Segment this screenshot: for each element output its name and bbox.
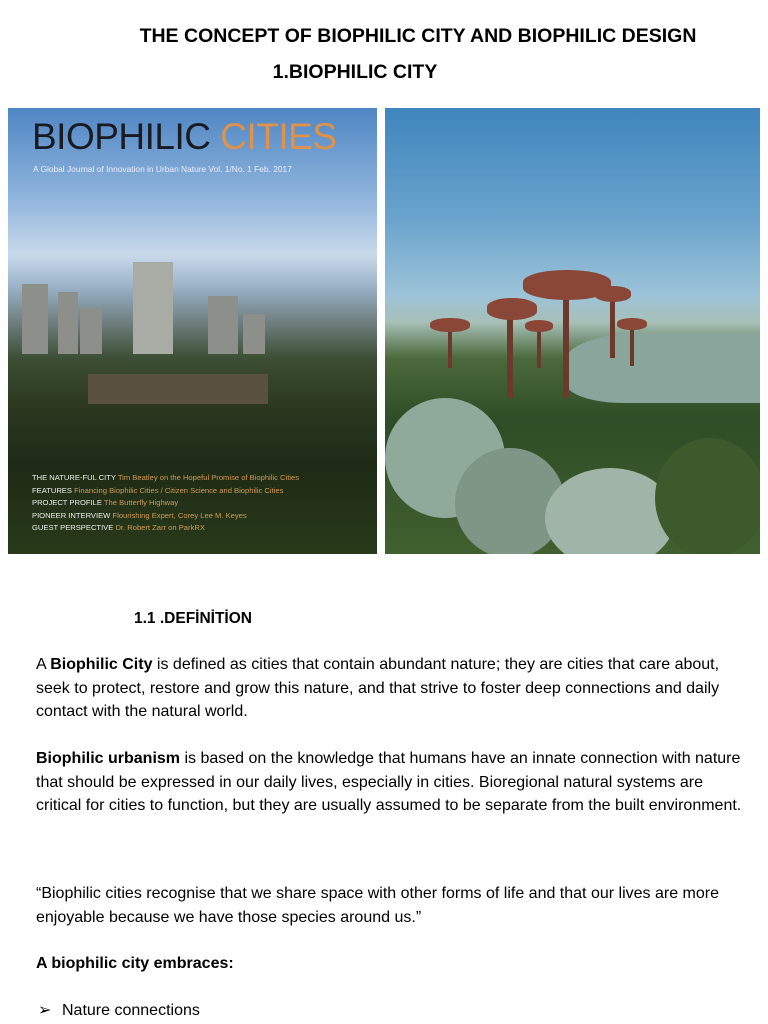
section-heading: 1.BIOPHILIC CITY [272,61,438,83]
bullet-item: ➢ Nature connections [38,1002,200,1019]
paragraph-definition: A Biophilic City is defined as cities that contain abundant nature; they are cities that care about, seek to protect, restore and grow this nature, and that strive to foster deep connections and daily contact with the natural world. [36,656,720,720]
document-title: THE CONCEPT OF BIOPHILIC CITY AND BIOPHILIC DESIGN [139,25,697,47]
embraces-heading: A biophilic city embraces: [36,955,234,972]
quote-paragraph: “Biophilic cities recognise that we share space with other forms of life and that our lives are more enjoyable because we have those species around us.” [36,885,719,926]
arrow-bullet-icon: ➢ [38,1002,52,1019]
cover-brand: BIOPHILIC CITIES [32,116,337,157]
subsection-heading: 1.1 .DEFİNİTİON [134,610,252,627]
magazine-cover-image [8,108,377,554]
cover-contents: THE NATURE-FUL CITY Tim Beatley on the Hopeful Promise of Biophilic Cities FEATURES Financing Biophilic Cities / Citizen Science and Biophilic Cities PROJECT PROFILE The Butterfly Highway PIONEER INTERVIEW Flourishing Expert, Corey Lee M. Keyes GUEST PERSPECTIVE Dr. Robert Zarr on ParkRX [32,473,300,532]
cover-tagline: A Global Journal of Innovation in Urban Nature Vol. 1/No. 1 Feb. 2017 [33,164,292,174]
supertree-grove-photo [385,108,760,554]
paragraph-urbanism: Biophilic urbanism is based on the knowledge that humans have an innate connection with nature that should be expressed in our daily lives, especially in cities. Bioregional natural systems are critical for cities to function, but they are usually assumed to be separate from the built environment. [36,750,742,814]
